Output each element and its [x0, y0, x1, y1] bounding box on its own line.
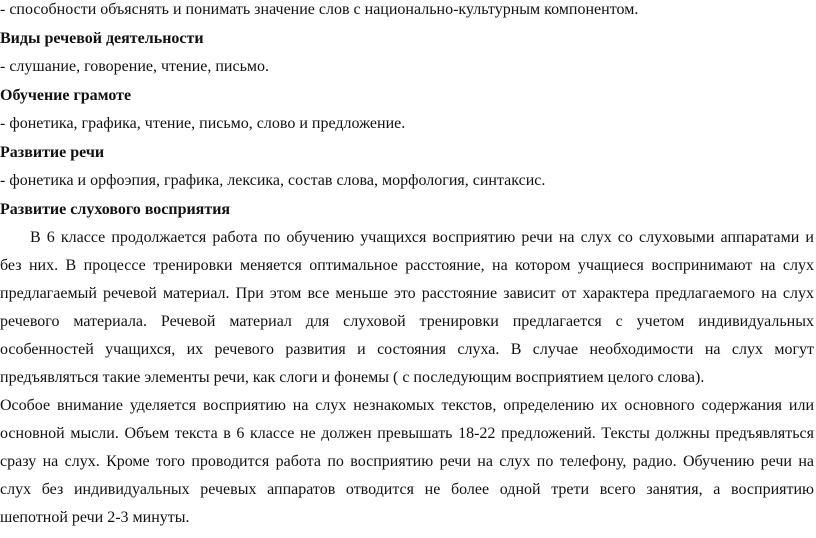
paragraph2-line: шепотной речи 2-3 минуты. [0, 509, 190, 526]
section-heading-literacy: Обучение грамоте [0, 87, 132, 104]
intro-line: - способности объяснять и понимать значение слов с национально-культурным компонентом. [0, 1, 639, 18]
paragraph1-line: предлагаемый речевой материал. При этом все меньше это расстояние зависит от характера предлагаемого на слух [0, 285, 814, 302]
section-text-literacy: - фонетика, графика, чтение, письмо, слово и предложение. [0, 115, 406, 132]
section-text-speech-activity: - слушание, говорение, чтение, письмо. [0, 58, 270, 75]
section-heading-auditory-perception: Развитие слухового восприятия [0, 201, 231, 218]
section-text-speech-development: - фонетика и орфоэпия, графика, лексика, состав слова, морфология, синтаксис. [0, 172, 546, 189]
section-heading-speech-activity: Виды речевой деятельности [0, 30, 204, 47]
section-heading-speech-development: Развитие речи [0, 144, 105, 161]
paragraph2-line: слух без индивидуальных речевых аппаратов отводится не более одной трети всего занятия, а восприятию [0, 481, 814, 498]
paragraph2-line: сразу на слух. Кроме того проводится работа по восприятию речи на слух по телефону, радио. Обучению речи на [0, 453, 814, 470]
paragraph1-line: особенностей учащихся, их речевого развития и состояния слуха. В случае необходимости на слух могут [0, 341, 814, 358]
paragraph1-line: без них. В процессе тренировки меняется оптимальное расстояние, на котором учащиеся воспринимают на слух [0, 257, 814, 274]
paragraph2-line: основной мысли. Объем текста в 6 классе не должен превышать 18-22 предложений. Тексты должны предъявляться [0, 425, 814, 442]
paragraph1-line: предъявляться такие элементы речи, как слоги и фонемы ( с последующим восприятием целого слова). [0, 369, 705, 386]
paragraph1-line: речевого материала. Речевой материал для слуховой тренировки предлагается с учетом индивидуальных [0, 313, 814, 330]
paragraph2-line: Особое внимание уделяется восприятию на слух незнакомых текстов, определению их основного содержания или [0, 397, 814, 414]
paragraph1-line: В 6 классе продолжается работа по обучению учащихся восприятию речи на слух со слуховыми аппаратами и [30, 229, 814, 246]
